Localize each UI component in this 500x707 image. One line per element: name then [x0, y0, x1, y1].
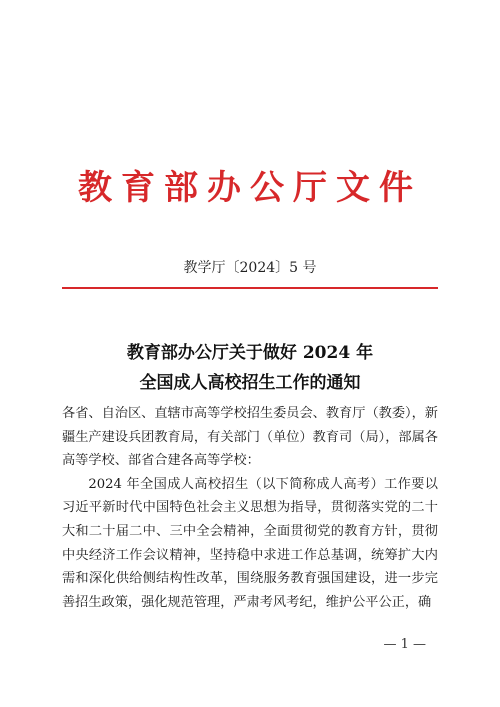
red-divider-line	[62, 287, 438, 289]
body-paragraph-1: 2024 年全国成人高校招生（以下简称成人高考）工作要以习近平新时代中国特色社会主义思想为指导，贯彻落实党的二十大和二十届二中、三中全会精神，全面贯彻党的教育方针，贯彻中央经济工作会议精神，坚持稳中求进工作总基调，统筹扩大内需和深化供给侧结构性改革，围绕服务教育强国建设，进一步完善招生政策，强化规范管理，严肃考风考纪，维护公平公正，确	[62, 476, 438, 610]
document-number: 教学厅〔2024〕5 号	[183, 260, 317, 276]
document-body	[62, 402, 438, 614]
notice-title-line-1: 教育部办公厅关于做好 2024 年	[126, 343, 374, 363]
page-number: — 1 —	[383, 637, 426, 652]
masthead-title: 教育部办公厅文件	[78, 168, 422, 208]
addressees-paragraph: 各省、自治区、直辖市高等学校招生委员会、教育厅（教委），新疆生产建设兵团教育局，有关部门（单位）教育司（局），部属各高等学校、部省合建各高等学校：	[62, 406, 438, 469]
notice-title	[0, 338, 500, 398]
notice-title-line-2: 全国成人高校招生工作的通知	[139, 373, 361, 393]
